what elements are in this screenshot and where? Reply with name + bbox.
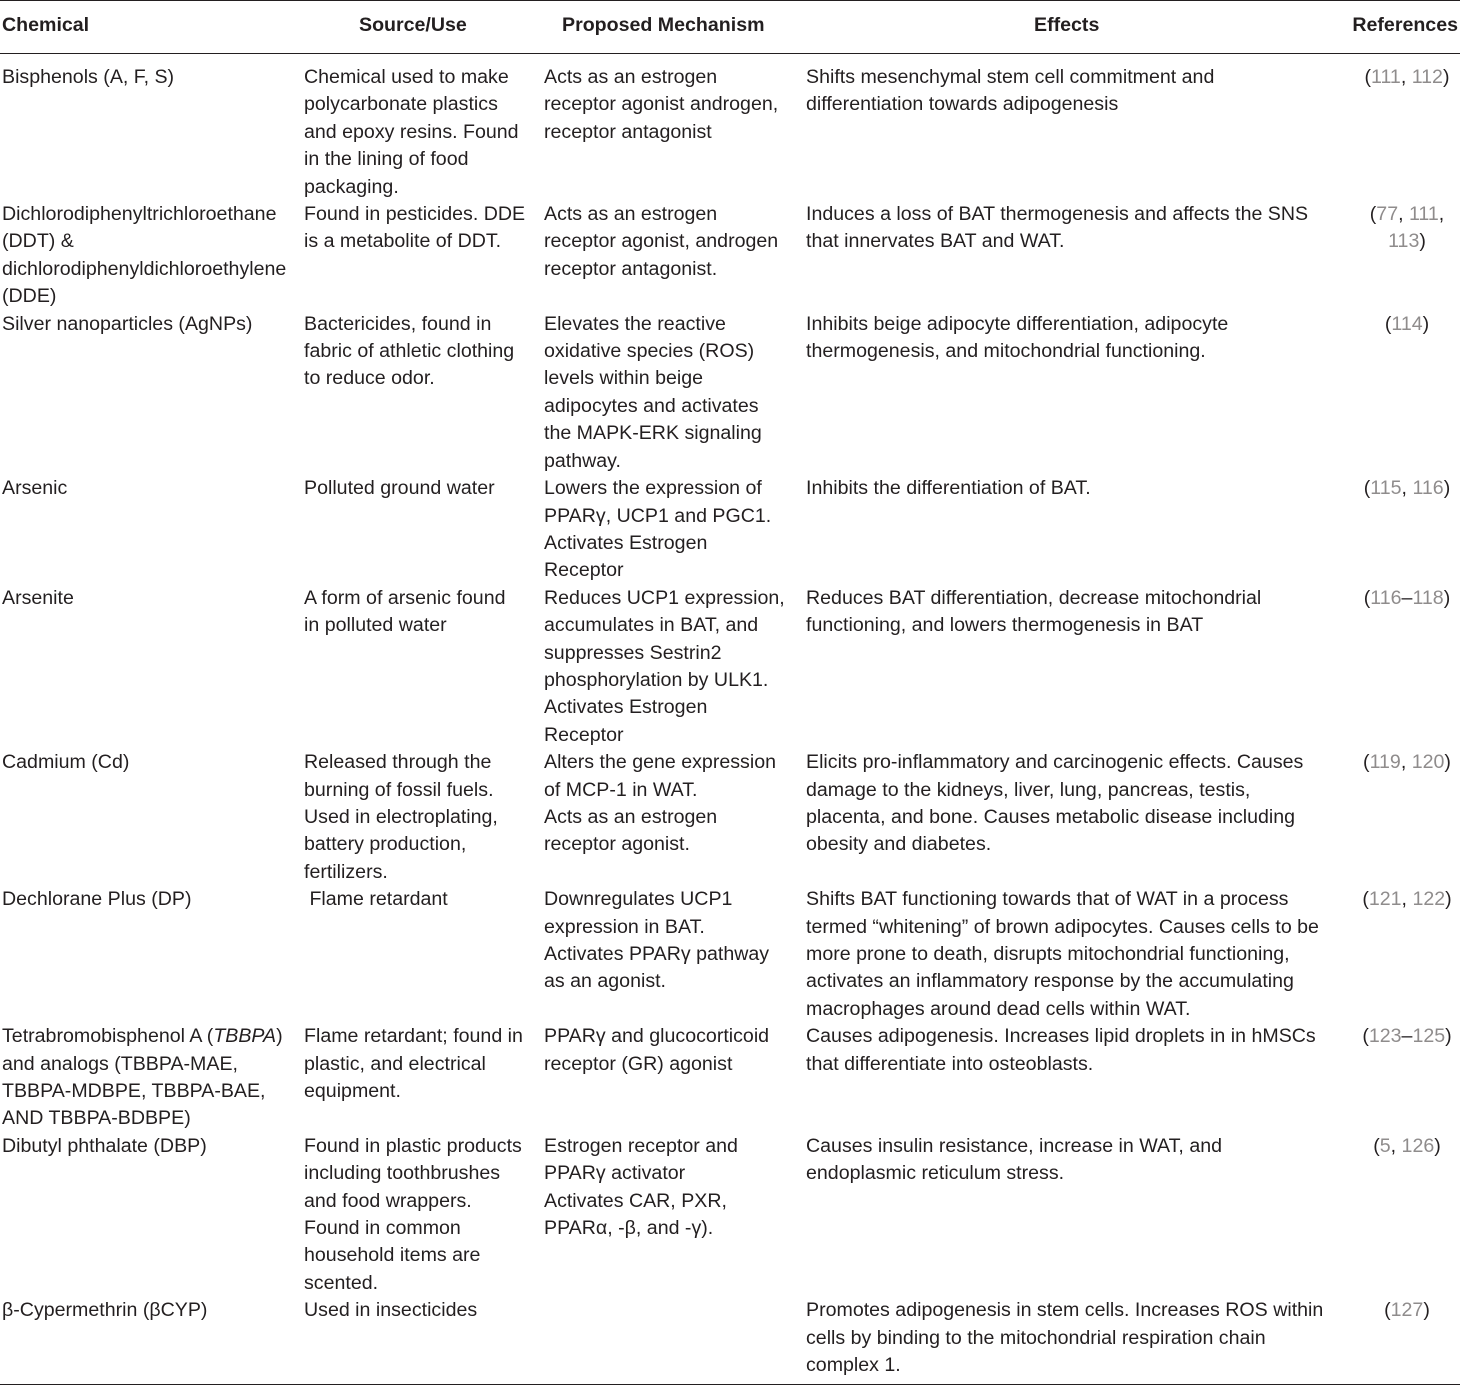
cell-effects [806, 475, 1340, 585]
cell-mechanism-line: Activates Estrogen [544, 531, 708, 554]
header-chemical: Chemical [0, 1, 304, 54]
cell-source-line: scented. [304, 1271, 379, 1294]
cell-references [1340, 54, 1460, 202]
cell-mechanism-line: PPARγ and glucocorticoid [544, 1025, 770, 1048]
cell-mechanism-line: Reduces UCP1 expression, [544, 586, 785, 609]
table-row [0, 201, 1460, 311]
cell-mechanism-line: levels within beige [544, 367, 704, 390]
cell-mechanism-line: Activates PPARγ pathway [544, 943, 770, 965]
cell-mechanism-line: Receptor [544, 559, 624, 582]
cell-chemical-line: dichlorodiphenyldichloroethylene [2, 257, 287, 280]
cell-effects-line: damage to the kidneys, liver, lung, pancreas, testis, [806, 778, 1251, 801]
header-source: Source/Use [304, 1, 544, 54]
cell-effects-line: cells by binding to the mitochondrial respiration chain [806, 1326, 1266, 1349]
table-row [0, 475, 1460, 585]
cell-references-line: (119, 120) [1363, 751, 1451, 774]
cell-source-line: and food wrappers. [304, 1189, 472, 1212]
cell-references-line: (123–125) [1362, 1025, 1452, 1048]
cell-effects-line: more prone to death, disrupts mitochondrial functioning, [806, 943, 1290, 965]
cell-references [1340, 1023, 1460, 1133]
header-mechanism: Proposed Mechanism [544, 1, 806, 54]
cell-mechanism-line: Receptor [544, 723, 624, 746]
cell-source [304, 1297, 544, 1384]
cell-effects-line: obesity and diabetes. [806, 833, 992, 856]
cell-references [1340, 1133, 1460, 1297]
cell-chemical-line: (DDT) & [2, 230, 74, 253]
cell-source-line: fertilizers. [304, 860, 388, 883]
cell-source-line: Flame retardant [304, 888, 448, 911]
cell-references [1340, 749, 1460, 886]
cell-effects [806, 311, 1340, 475]
header-effects: Effects [806, 1, 1340, 54]
table-header [0, 1, 1460, 54]
cell-mechanism-line: receptor antagonist. [544, 257, 718, 280]
table-row [0, 1133, 1460, 1297]
cell-chemical [0, 1133, 304, 1297]
cell-source-line: battery production, [304, 833, 467, 856]
cell-mechanism-line: Estrogen receptor and [544, 1134, 738, 1157]
cell-source-line: plastic, and electrical [304, 1052, 486, 1075]
cell-effects-line: complex 1. [806, 1354, 901, 1377]
cell-source [304, 1133, 544, 1297]
cell-references [1340, 201, 1460, 311]
cell-references [1340, 475, 1460, 585]
cell-source [304, 749, 544, 886]
header-row [0, 1, 1460, 54]
cell-effects-line: differentiation towards adipogenesis [806, 93, 1119, 116]
cell-source [304, 54, 544, 202]
cell-chemical [0, 886, 304, 1023]
cell-mechanism-line: Alters the gene expression [544, 751, 776, 774]
cell-chemical-line: TBBPA-MDBPE, TBBPA-BAE, [2, 1080, 266, 1103]
cell-chemical-line: β-Cypermethrin (βCYP) [2, 1299, 208, 1322]
table-body [0, 54, 1460, 1385]
cell-source-line: in the lining of food [304, 148, 469, 171]
cell-mechanism [544, 54, 806, 202]
cell-effects-line: Inhibits beige adipocyte differentiation, adipocyte [806, 312, 1229, 335]
cell-effects-line: functioning, and lowers thermogenesis in BAT [806, 614, 1204, 637]
cell-chemical-line: Arsenite [2, 586, 74, 609]
cell-source-line: and epoxy resins. Found [304, 120, 519, 143]
cell-effects-line: Causes insulin resistance, increase in WAT, and [806, 1134, 1223, 1157]
cell-source-line: including toothbrushes [304, 1162, 501, 1185]
table-row [0, 54, 1460, 202]
cell-effects [806, 54, 1340, 202]
cell-mechanism-line: accumulates in BAT, and [544, 614, 759, 637]
cell-chemical [0, 475, 304, 585]
cell-effects-line: termed “whitening” of brown adipocytes. Causes cells to be [806, 915, 1319, 938]
cell-references-line: (121, 122) [1362, 888, 1452, 911]
cell-effects-line: thermogenesis, and mitochondrial functioning. [806, 340, 1206, 363]
cell-mechanism-line: PPARα, -β, and -γ). [544, 1217, 714, 1240]
cell-effects-line: endoplasmic reticulum stress. [806, 1162, 1065, 1185]
cell-mechanism-line: receptor agonist. [544, 833, 690, 856]
cell-chemical-line: Dichlorodiphenyltrichloroethane [2, 203, 277, 226]
cell-chemical [0, 311, 304, 475]
cell-mechanism-line: the MAPK-ERK signaling [544, 422, 762, 445]
table-row [0, 585, 1460, 749]
cell-source-line: A form of arsenic found [304, 586, 506, 609]
cell-references [1340, 311, 1460, 475]
cell-source-line: Bactericides, found in [304, 312, 492, 335]
cell-mechanism-line: receptor agonist androgen, [544, 93, 779, 116]
cell-chemical-line: Dibutyl phthalate (DBP) [2, 1134, 207, 1157]
cell-mechanism [544, 201, 806, 311]
cell-effects [806, 886, 1340, 1023]
cell-mechanism-line: as an agonist. [544, 970, 667, 993]
cell-effects-line: Induces a loss of BAT thermogenesis and affects the SNS [806, 203, 1309, 226]
cell-source-line: Chemical used to make [304, 66, 509, 88]
cell-mechanism-line: phosphorylation by ULK1. [544, 668, 769, 691]
cell-mechanism-line: Acts as an estrogen [544, 805, 718, 828]
cell-chemical [0, 1297, 304, 1384]
cell-source-line: burning of fossil fuels. [304, 778, 494, 801]
table-row [0, 311, 1460, 475]
cell-mechanism [544, 886, 806, 1023]
cell-references-line: 113) [1388, 230, 1426, 253]
cell-effects-line: Reduces BAT differentiation, decrease mitochondrial [806, 586, 1262, 609]
cell-references-line: (5, 126) [1373, 1134, 1441, 1157]
cell-source-line: household items are [304, 1244, 481, 1267]
cell-mechanism-line: Activates CAR, PXR, [544, 1189, 727, 1212]
cell-references-line: (77, 111, [1369, 203, 1445, 226]
cell-mechanism [544, 1023, 806, 1133]
cell-mechanism-line: Activates Estrogen [544, 696, 708, 719]
cell-effects [806, 1133, 1340, 1297]
cell-effects-line: activates an inflammatory response by the accumulating [806, 970, 1294, 993]
cell-mechanism-line: Lowers the expression of [544, 477, 762, 500]
cell-effects [806, 1297, 1340, 1384]
cell-source-line: Used in electroplating, [304, 805, 498, 828]
cell-effects [806, 201, 1340, 311]
cell-source-line: is a metabolite of DDT. [304, 230, 502, 253]
cell-source-line: Found in common [304, 1217, 461, 1240]
cell-source [304, 201, 544, 311]
cell-source-line: to reduce odor. [304, 367, 435, 390]
cell-references-line: (116–118) [1363, 586, 1451, 609]
cell-chemical [0, 749, 304, 886]
cell-mechanism-line: suppresses Sestrin2 [544, 641, 722, 664]
cell-mechanism [544, 749, 806, 886]
cell-chemical-line: Dechlorane Plus (DP) [2, 888, 192, 911]
cell-source-line: polycarbonate plastics [304, 93, 498, 116]
cell-effects-line: Inhibits the differentiation of BAT. [806, 477, 1091, 500]
cell-mechanism-line: oxidative species (ROS) [544, 340, 755, 363]
cell-references [1340, 1297, 1460, 1384]
cell-effects [806, 749, 1340, 886]
cell-effects-line: macrophages around dead cells within WAT. [806, 997, 1191, 1020]
table-row [0, 886, 1460, 1023]
cell-effects [806, 585, 1340, 749]
cell-source-line: Used in insecticides [304, 1299, 478, 1322]
cell-source-line: Flame retardant; found in [304, 1025, 523, 1048]
cell-effects-line: Shifts BAT functioning towards that of WAT in a process [806, 888, 1289, 911]
cell-source-line: Found in plastic products [304, 1134, 522, 1157]
cell-mechanism [544, 1297, 806, 1384]
cell-mechanism [544, 1133, 806, 1297]
cell-effects-line: Promotes adipogenesis in stem cells. Increases ROS within [806, 1299, 1324, 1322]
cell-mechanism [544, 585, 806, 749]
cell-chemical-line: (DDE) [2, 285, 57, 308]
cell-effects [806, 1023, 1340, 1133]
cell-source-line: equipment. [304, 1080, 401, 1103]
cell-chemical [0, 201, 304, 311]
cell-mechanism-line: Acts as an estrogen [544, 203, 718, 226]
cell-chemical-line: and analogs (TBBPA-MAE, [2, 1052, 238, 1075]
cell-chemical [0, 54, 304, 202]
cell-source-line: Released through the [304, 751, 492, 774]
cell-source-line: Found in pesticides. DDE [304, 203, 526, 226]
table-row [0, 1023, 1460, 1133]
cell-source-line: Polluted ground water [304, 477, 495, 500]
cell-source-line: in polluted water [304, 614, 447, 637]
cell-mechanism-line: of MCP-1 in WAT. [544, 778, 698, 801]
table-row [0, 1297, 1460, 1384]
cell-chemical-line: Cadmium (Cd) [2, 751, 130, 774]
table-row [0, 749, 1460, 886]
cell-effects-line: Elicits pro-inflammatory and carcinogenic effects. Causes [806, 751, 1304, 774]
header-references: References [1340, 1, 1460, 54]
cell-references [1340, 886, 1460, 1023]
cell-references-line: (114) [1384, 312, 1430, 335]
cell-mechanism-line: receptor (GR) agonist [544, 1052, 733, 1075]
cell-effects-line: that differentiate into osteoblasts. [806, 1052, 1094, 1075]
cell-effects-line: Shifts mesenchymal stem cell commitment and [806, 66, 1215, 88]
cell-source [304, 886, 544, 1023]
cell-chemical-line: Silver nanoparticles (AgNPs) [2, 312, 253, 335]
cell-mechanism-line: Acts as an estrogen [544, 66, 718, 88]
cell-mechanism-line: PPARγ, UCP1 and PGC1. [544, 504, 772, 527]
cell-mechanism [544, 311, 806, 475]
cell-chemical [0, 1023, 304, 1133]
cell-mechanism-line: PPARγ activator [544, 1162, 686, 1185]
cell-effects-line: that innervates BAT and WAT. [806, 230, 1065, 253]
cell-mechanism-line: receptor agonist, androgen [544, 230, 779, 253]
cell-references-line: (111, 112) [1364, 66, 1450, 88]
cell-chemical-line: AND TBBPA-BDBPE) [2, 1107, 191, 1130]
cell-source [304, 585, 544, 749]
cell-source [304, 311, 544, 475]
cell-references [1340, 585, 1460, 749]
cell-source-line: packaging. [304, 175, 399, 198]
cell-chemical-line: Arsenic [2, 477, 68, 500]
cell-mechanism [544, 475, 806, 585]
cell-mechanism-line: receptor antagonist [544, 120, 712, 143]
cell-effects-line: Causes adipogenesis. Increases lipid droplets in in hMSCs [806, 1025, 1316, 1048]
cell-chemical [0, 585, 304, 749]
cell-references-line: (127) [1384, 1299, 1430, 1322]
cell-chemical-line: Bisphenols (A, F, S) [2, 66, 175, 88]
cell-references-line: (115, 116) [1363, 477, 1451, 500]
cell-effects-line: placenta, and bone. Causes metabolic disease including [806, 805, 1296, 828]
cell-mechanism-line: Elevates the reactive [544, 312, 726, 335]
cell-mechanism-line: expression in BAT. [544, 915, 705, 938]
cell-source [304, 475, 544, 585]
cell-mechanism-line: pathway. [544, 449, 621, 472]
cell-mechanism-line: Downregulates UCP1 [544, 888, 733, 911]
cell-mechanism-line: adipocytes and activates [544, 394, 759, 417]
cell-source-line: fabric of athletic clothing [304, 340, 515, 363]
cell-chemical-line: Tetrabromobisphenol A (TBBPA) [2, 1025, 283, 1048]
cell-source [304, 1023, 544, 1133]
